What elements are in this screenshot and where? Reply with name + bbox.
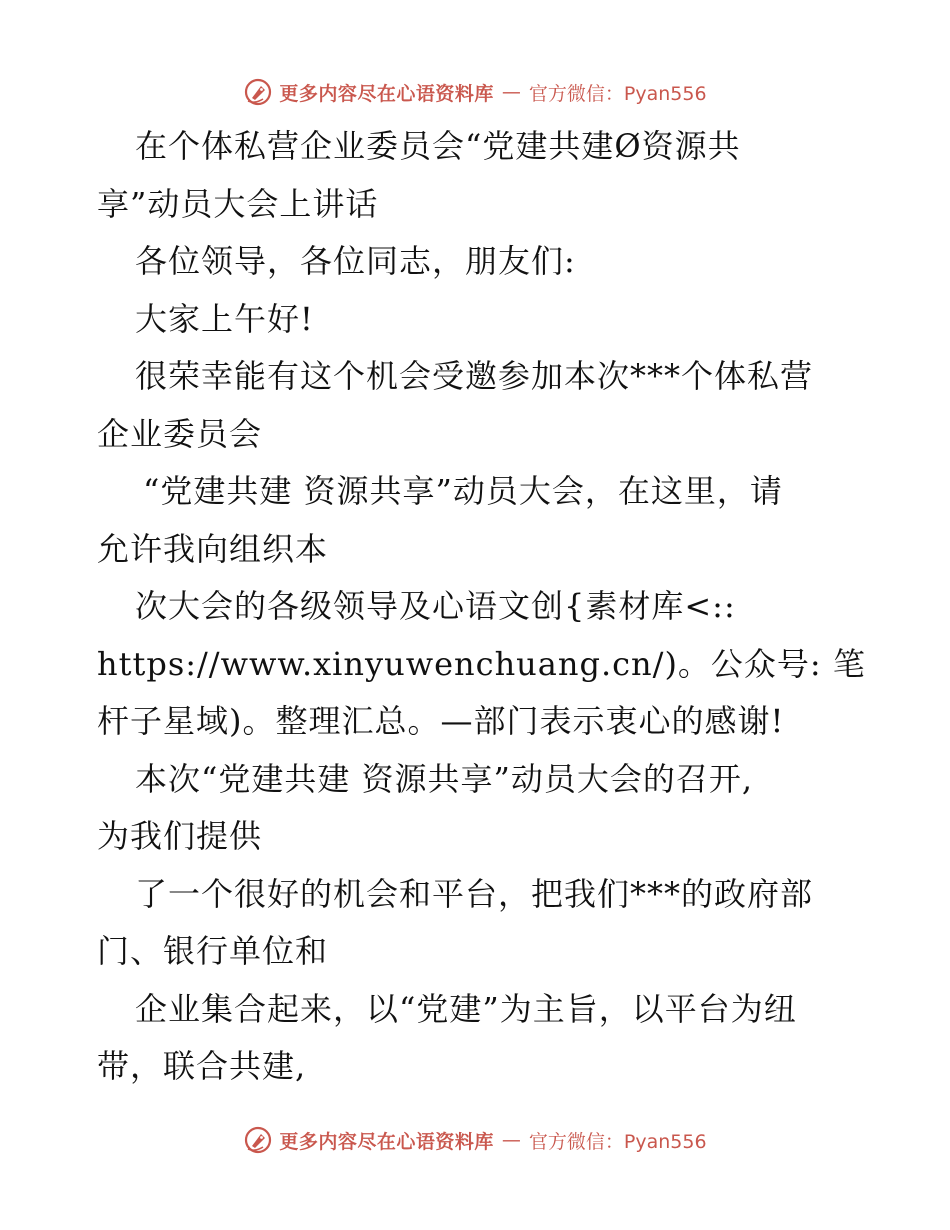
paragraph-line: 本次“党建共建 资源共享”动员大会的召开, [135, 759, 754, 798]
paragraph-line: 很荣幸能有这个机会受邀参加本次***个体私营 [135, 357, 814, 395]
salutation-line: 各位领导，各位同志，朋友们: [135, 242, 576, 280]
paragraph-line: 次大会的各级领导及心语文创{素材库<:: [135, 587, 736, 625]
pen-nib-logo-icon [243, 77, 273, 107]
banner-title: 更多内容尽在心语资料库 [279, 82, 494, 105]
paragraph-line: 带，联合共建, [97, 1047, 307, 1085]
paragraph-line: https://www.xinyuwenchuang.cn/)。公众号: 笔 [97, 644, 866, 683]
paragraph-line: “党建共建 资源共享”动员大会，在这里，请 [143, 472, 783, 510]
greeting-line: 大家上午好! [135, 299, 314, 338]
paragraph-line: 企业集合起来，以“党建”为主旨，以平台为纽 [135, 989, 797, 1028]
title-line-2: 享”动员大会上讲话 [97, 184, 379, 223]
paragraph-line: 允许我向组织本 [97, 529, 329, 568]
banner-contact: 官方微信：Pyan556 [528, 1130, 707, 1153]
paragraph-line: 为我们提供 [97, 817, 263, 855]
paragraph-line: 企业委员会 [97, 414, 263, 453]
paragraph-line: 门、银行单位和 [97, 932, 329, 970]
paragraph-line: 杆子星域)。整理汇总。—部门表示衷心的感谢! [97, 702, 785, 740]
banner-separator: — [501, 81, 521, 103]
header-banner [0, 72, 950, 112]
title-line-1: 在个体私营企业委员会“党建共建Ø资源共 [135, 127, 741, 165]
footer-banner [0, 1120, 950, 1160]
pen-nib-logo-icon [243, 1125, 273, 1155]
paragraph-line: 了一个很好的机会和平台，把我们***的政府部 [135, 874, 814, 913]
document-body [97, 118, 877, 1096]
banner-title: 更多内容尽在心语资料库 [279, 1130, 494, 1153]
banner-separator: — [501, 1129, 521, 1151]
banner-contact: 官方微信：Pyan556 [528, 82, 707, 105]
